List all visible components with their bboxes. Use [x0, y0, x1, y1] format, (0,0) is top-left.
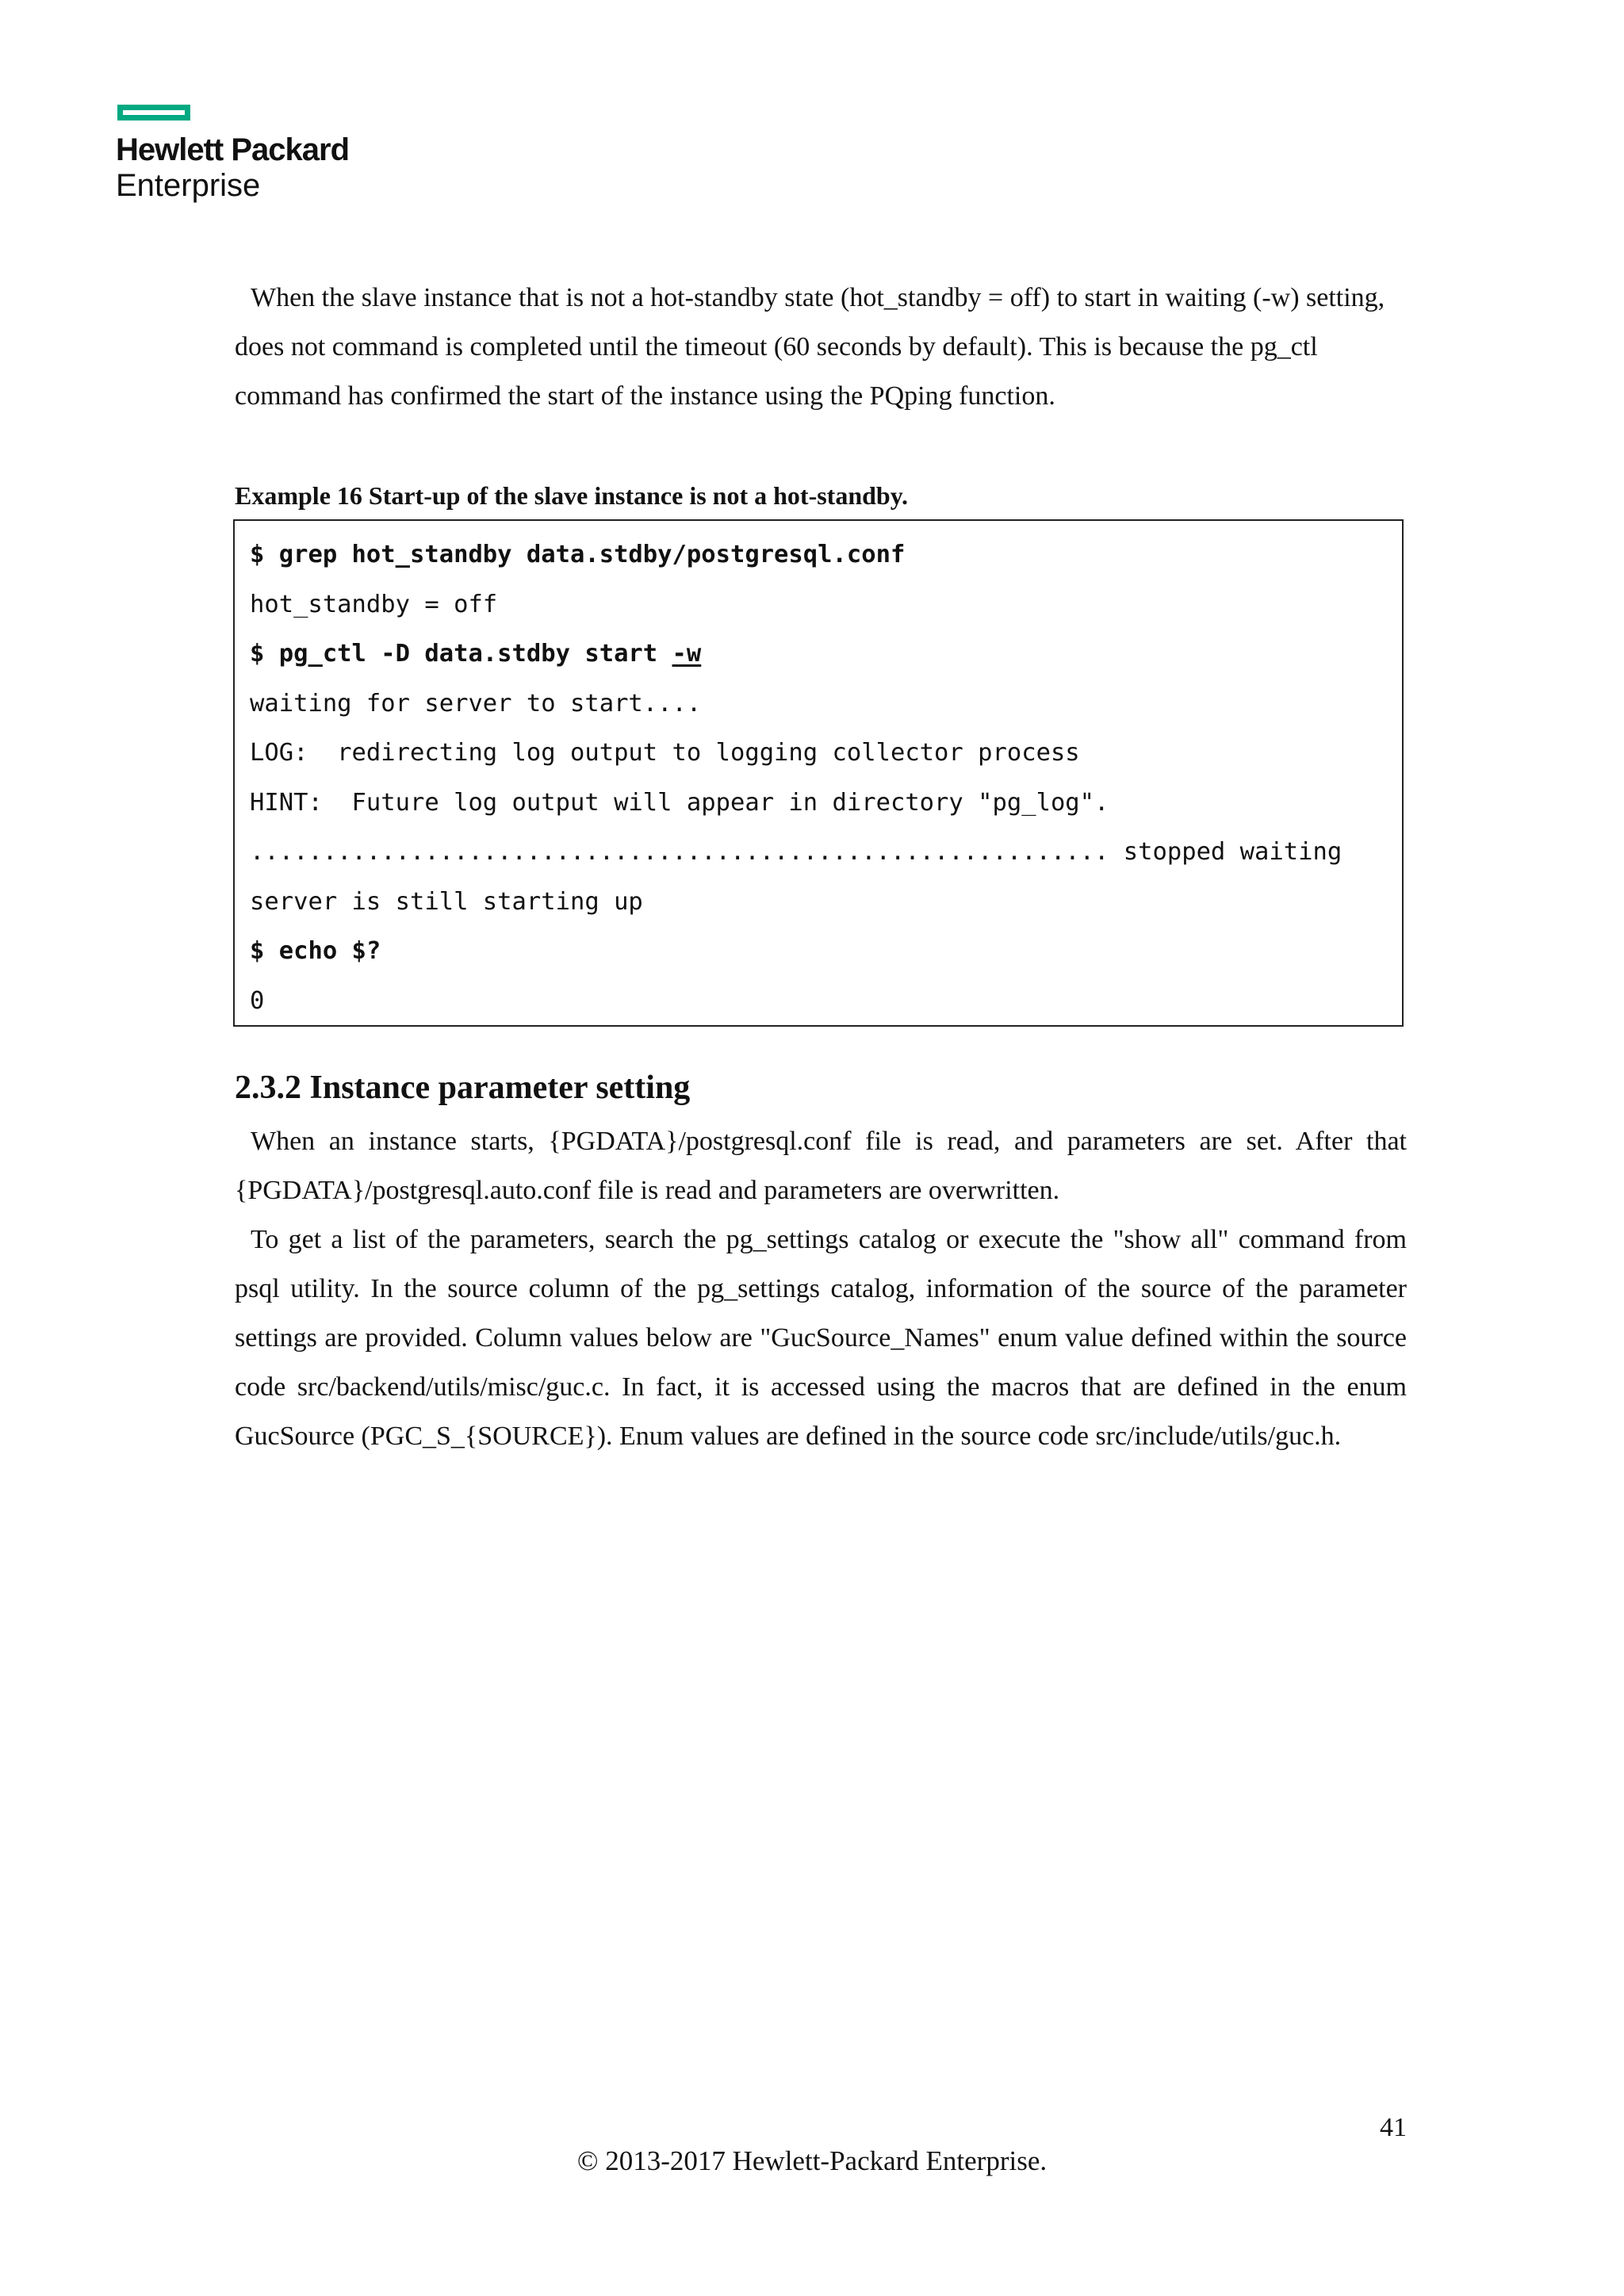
code-flag: -w [672, 640, 702, 668]
section-paragraph: To get a list of the parameters, search the pg_settings catalog or execute the "show all" command from psql utility. In the source column of the pg_settings catalog, information of the source of the parameter settings are provided. Column values below are "GucSource_Names" enum value defined within the source code src/backend/utils/misc/guc.c. In fact, it is accessed using the macros that are defined in the enum GucSource (PGC_S_{SOURCE}). Enum values are defined in the source code src/include/utils/guc.h. [235, 1225, 1407, 1451]
hpe-logo [116, 105, 349, 203]
code-line: 0 [250, 986, 265, 1015]
code-line: waiting for server to start.... [250, 689, 702, 718]
section-heading: 2.3.2 Instance parameter setting [235, 1070, 691, 1106]
code-block [233, 519, 1404, 1027]
page-number: 41 [1380, 2113, 1407, 2142]
code-line: ........................................................... stopped waiting [250, 838, 1342, 866]
logo-text-line1: Hewlett Packard [116, 132, 350, 167]
code-line [250, 629, 1402, 679]
code-line: $ echo $? [250, 937, 381, 965]
code-line: HINT: Future log output will appear in directory "pg_log". [250, 788, 1109, 817]
logo-mark-icon [117, 105, 190, 121]
code-command: $ pg_ctl -D data.stdby start [250, 640, 672, 668]
code-line: $ grep hot_standby data.stdby/postgresql.conf [250, 541, 906, 568]
intro-paragraph: When the slave instance that is not a hot-standby state (hot_standby = off) to start in waiting (-w) setting, does not command is completed until the timeout (60 seconds by default). This is because the pg_ctl command has confirmed the start of the instance using the PQping function. [235, 283, 1385, 411]
copyright-footer: © 2013-2017 Hewlett-Packard Enterprise. [576, 2145, 1048, 2176]
code-line: server is still starting up [250, 887, 643, 916]
code-line: LOG: redirecting log output to logging collector process [250, 739, 1080, 767]
example-caption: Example 16 Start-up of the slave instance is not a hot-standby. [235, 481, 908, 510]
logo-text-line2: Enterprise [116, 168, 261, 203]
section-body [235, 1117, 1407, 1461]
section-paragraph: When an instance starts, {PGDATA}/postgresql.conf file is read, and parameters are set. After that {PGDATA}/postgresql.auto.conf file is read and parameters are overwritten. [235, 1127, 1407, 1205]
code-line: hot_standby = off [250, 590, 498, 618]
